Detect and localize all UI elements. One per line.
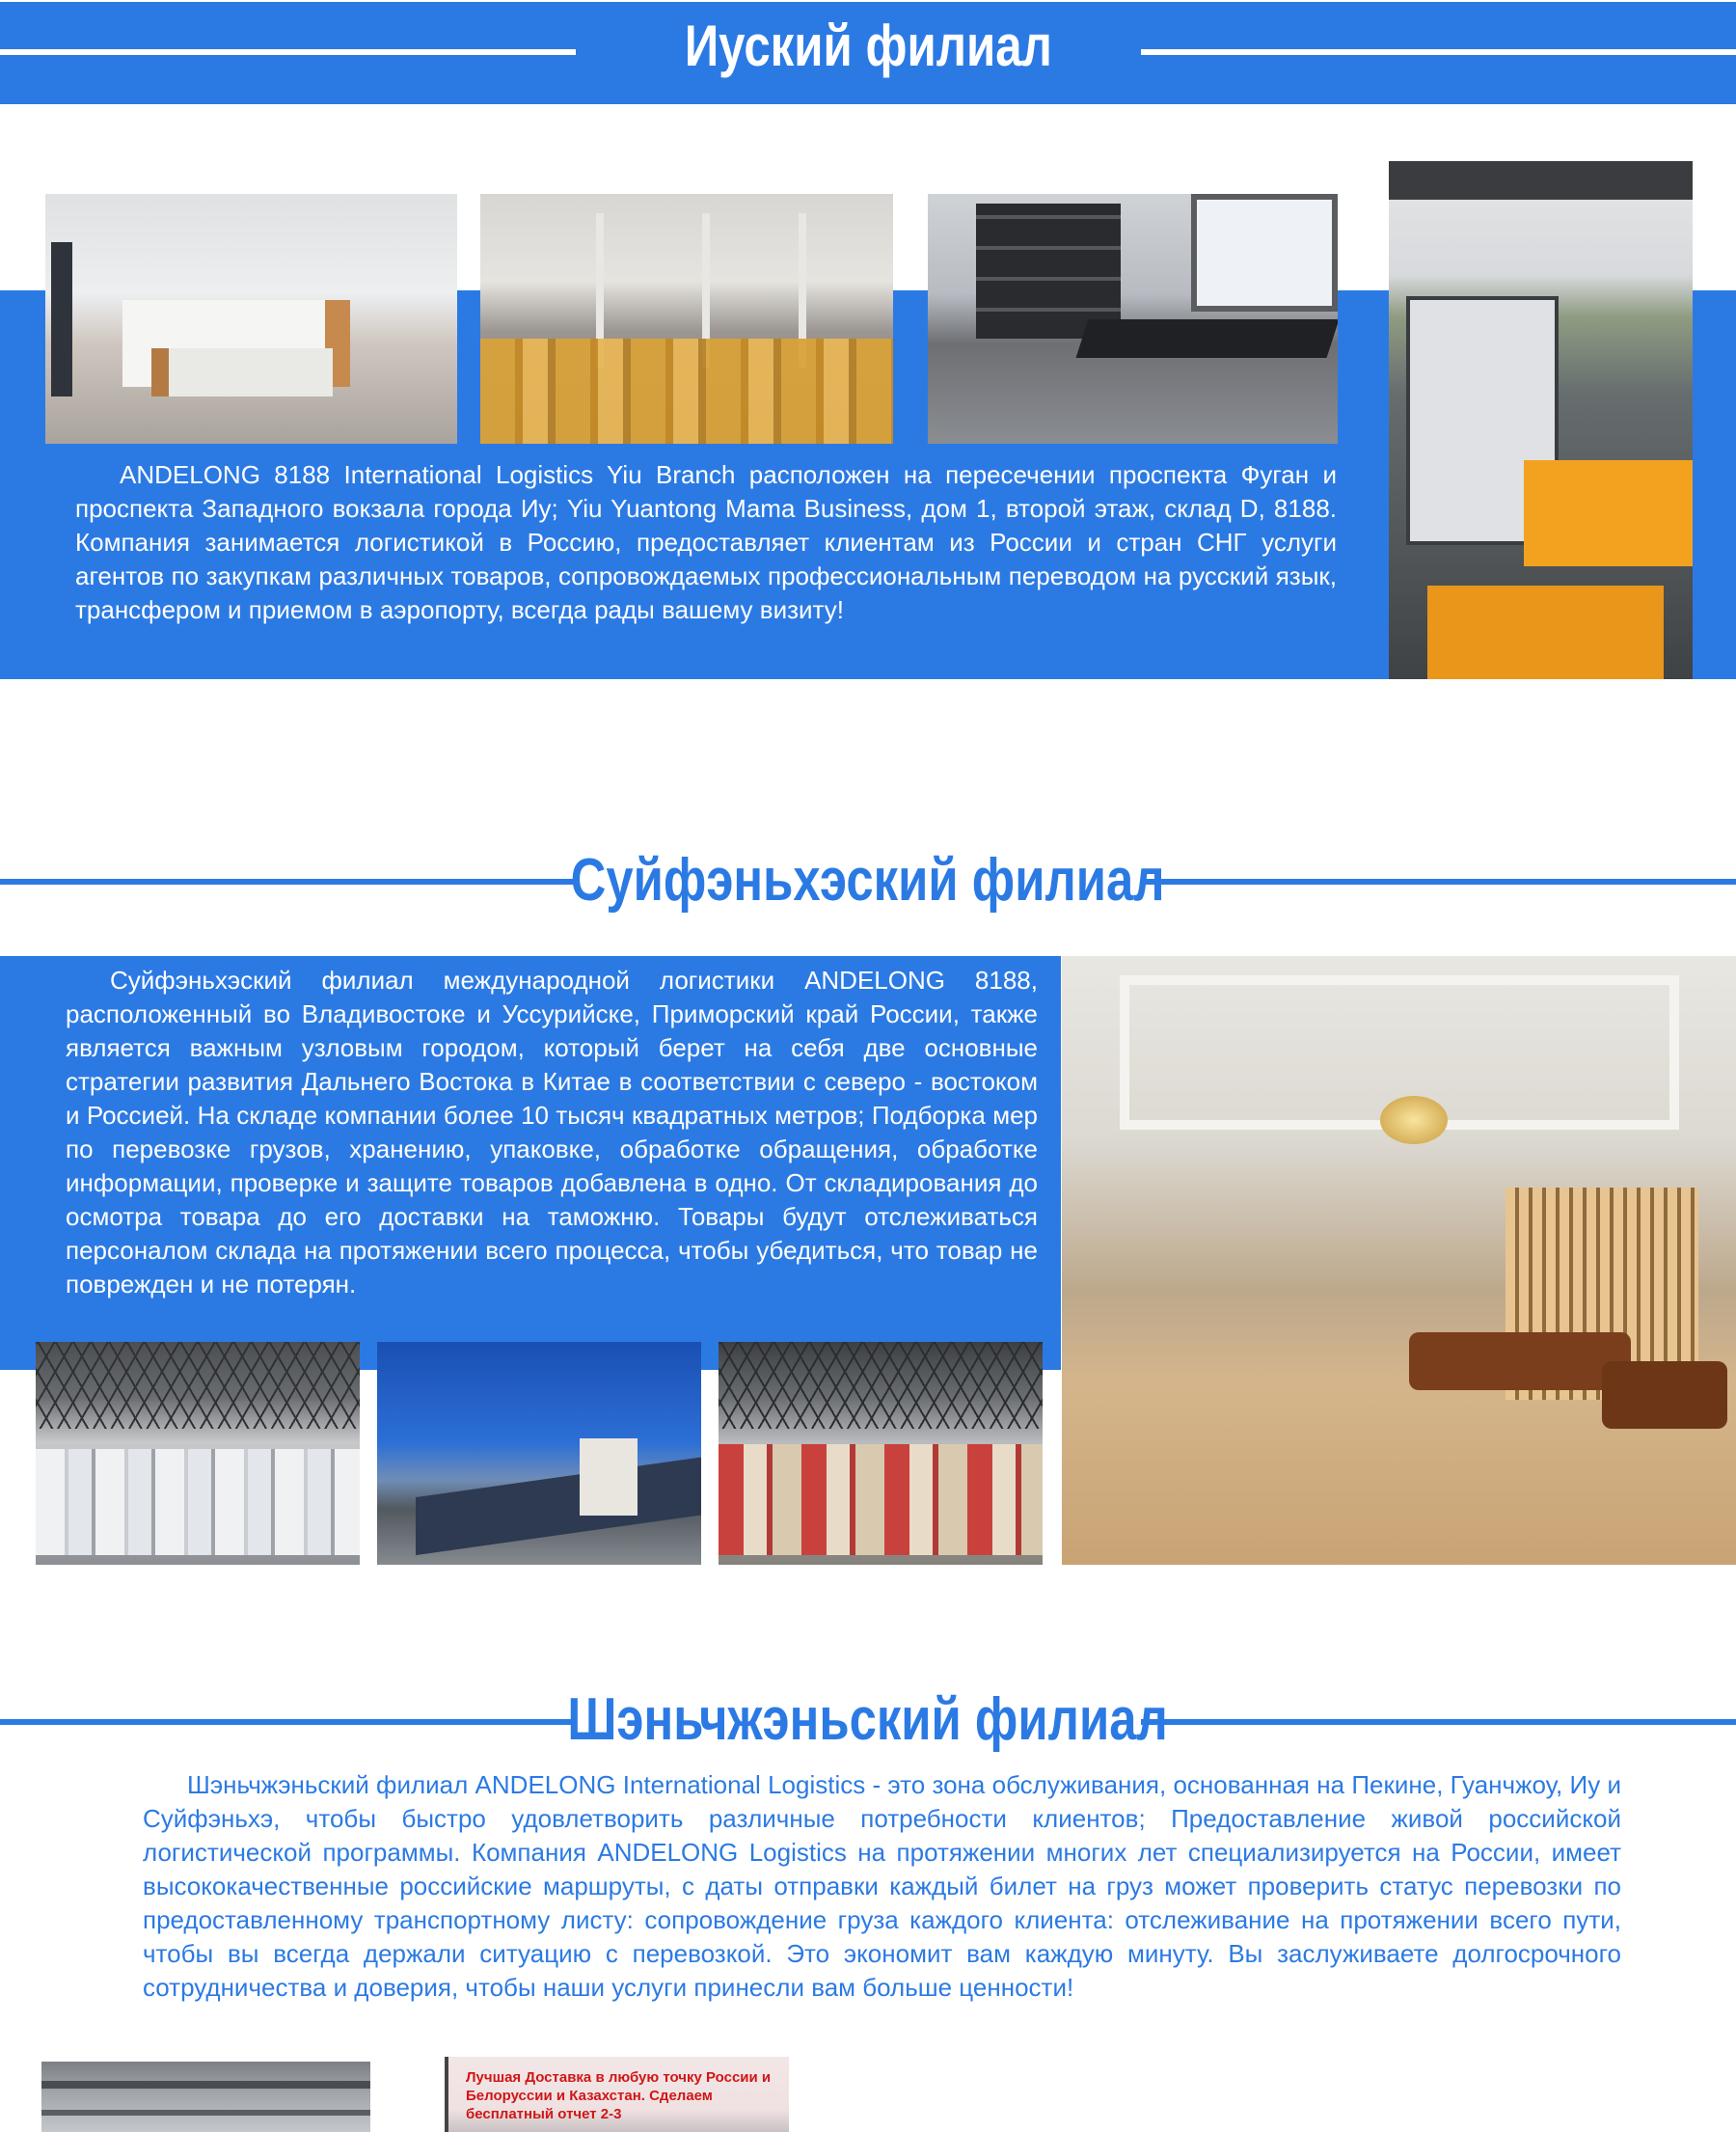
shenzhen-warehouse-photo — [41, 2062, 370, 2132]
suifenhe-description: Суйфэньхэский филиал международной логистики ANDELONG 8188, расположенный во Владивостоке и Уссурийске, Приморский край России, также является важным узловым городом, который берет на себя две основные стратегии развития Дальнего Востока в Китае в соответствии с северо - востоком и Россией. На складе компании более 10 тысяч квадратных метров; Подборка мер по перевозке грузов, хранению, упаковке, обработке обращения, обработке информации, проверке и защите товаров добавлена в одно. От складирования до осмотра товара до его доставки на таможню. Товары будут отслеживаться персоналом склада на протяжении всего процесса, чтобы убедиться, что товар не поврежден и не потерян. — [66, 966, 1038, 1298]
yiwu-office-photo-1 — [45, 194, 457, 444]
suifenhe-lobby-photo — [1062, 956, 1736, 1565]
yiwu-section-title: Иуский филиал — [684, 14, 1052, 78]
yiwu-description: ANDELONG 8188 International Logistics Yiu Branch расположен на пересечении проспекта Фуган и проспекта Западного вокзала города Иу; Yiu Yuantong Mama Business, дом 1, второй этаж, склад D, 8188. Компания занимается логистикой в Россию, предоставляет клиентам из России и стран СНГ услуги агентов по закупкам различных товаров, сопровождаемых профессиональным переводом на русский язык, трансфером и приемом в аэропорту, всегда рады вашему визиту! — [75, 460, 1337, 624]
suifenhe-warehouse-photo-3 — [719, 1342, 1043, 1565]
shenzhen-section-title: Шэньчжэньский филиал — [567, 1686, 1169, 1753]
shenzhen-photo-banner-text: Лучшая Доставка в любую точку России и Белоруссии и Казахстан. Сделаем бесплатный отчет 2-3 — [466, 2069, 772, 2122]
yiwu-warehouse-photo — [480, 194, 893, 444]
suifenhe-section-title: Суйфэньхэский филиал — [571, 847, 1165, 914]
suifenhe-warehouse-photo-2 — [377, 1342, 701, 1565]
suifenhe-warehouse-photo-1 — [36, 1342, 360, 1565]
yiwu-truck-loading-photo — [1389, 161, 1693, 679]
shenzhen-office-photo — [445, 2057, 789, 2132]
yiwu-office-photo-2 — [928, 194, 1338, 444]
shenzhen-description: Шэньчжэньский филиал ANDELONG International Logistics - это зона обслуживания, основанная на Пекине, Гуанчжоу, Иу и Суйфэньхэ, чтобы быстро удовлетворить различные потребности клиентов; Предоставление живой российской логистической программы. Компания ANDELONG Logistics на протяжении многих лет специализируется на России, имеет высококачественные российские маршруты, с даты отправки каждый билет на груз может проверить статус перевозки по предоставленному транспортному листу: сопровождение груза каждого клиента: отслеживание на протяжении всего пути, чтобы вы всегда держали ситуацию с перевозкой. Это экономит вам каждую минуту. Вы заслуживаете долгосрочного сотрудничества и доверия, чтобы наши услуги принесли вам больше ценности! — [143, 1770, 1621, 2002]
